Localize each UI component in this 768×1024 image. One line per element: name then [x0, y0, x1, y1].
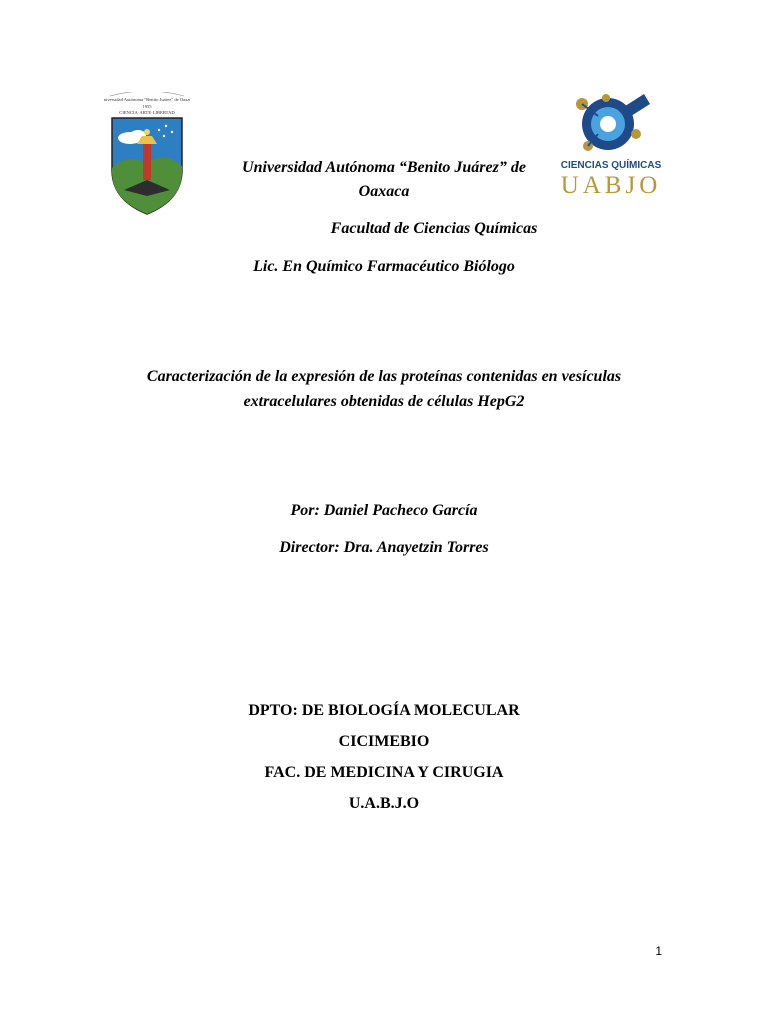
medical-faculty: FAC. DE MEDICINA Y CIRUGIA — [264, 764, 504, 781]
thesis-title-line2: extracelulares obtenidas de células HepG2 — [243, 393, 525, 410]
research-center: CICIMEBIO — [338, 733, 430, 750]
department: DPTO: DE BIOLOGÍA MOLECULAR — [248, 702, 520, 719]
university-name-line1: Universidad Autónoma “Benito Juárez” de — [242, 159, 526, 176]
author: Por: Daniel Pacheco García — [290, 502, 478, 519]
logo-label-bottom: UABJO — [560, 172, 662, 198]
logo-label-top: CIENCIAS QUÍMICAS — [560, 160, 662, 171]
seal-year: 1955 — [142, 104, 152, 109]
faculty-logo — [558, 90, 664, 198]
atom-molecule-icon — [558, 90, 664, 198]
university-acronym: U.A.B.J.O — [348, 795, 420, 812]
page-number: 1 — [655, 944, 662, 958]
thesis-title-line1: Caracterización de la expresión de las proteínas contenidas en vesículas — [146, 368, 622, 385]
faculty-name: Facultad de Ciencias Químicas — [330, 220, 538, 237]
degree-name: Lic. En Químico Farmacéutico Biólogo — [253, 258, 515, 275]
director: Director: Dra. Anayetzin Torres — [279, 539, 489, 556]
university-name-line2: Oaxaca — [358, 183, 410, 200]
seal-top-text: Universidad Autónoma "Benito Juárez" de Oaxaca — [104, 97, 190, 102]
seal-motto: CIENCIA·ARTE·LIBERTAD — [119, 110, 175, 115]
